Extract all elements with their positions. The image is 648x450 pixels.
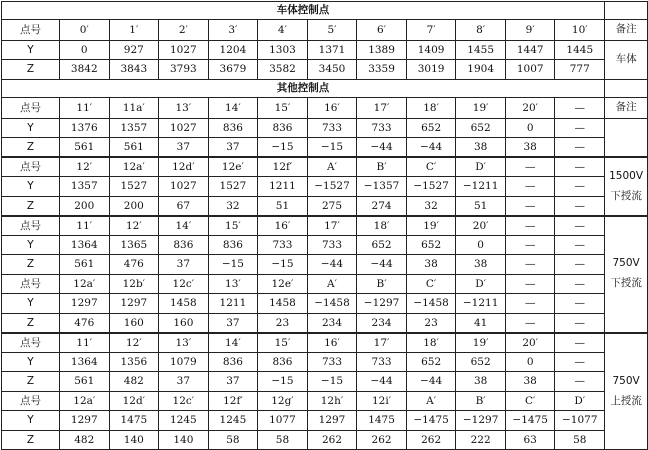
z-row	[2, 372, 648, 392]
point-row-cell: 11′	[60, 216, 110, 236]
z-row	[2, 313, 648, 333]
y-row-cell: 836	[208, 235, 258, 255]
z-row-cell: 200	[60, 196, 110, 216]
y-row-cell: 927	[109, 40, 159, 60]
point-row-cell: 8′	[456, 20, 506, 41]
y-row-cell: 0	[505, 118, 555, 138]
z-row-cell: 23	[406, 313, 456, 333]
z-row-cell: —	[555, 138, 605, 158]
y-row-label: Y	[2, 235, 60, 255]
z-row-cell: 274	[357, 196, 407, 216]
point-row-cell: 20′	[505, 333, 555, 353]
point-row-cell: 12′	[60, 157, 110, 177]
y-row-cell: 733	[258, 235, 308, 255]
y-row-cell: —	[555, 294, 605, 314]
z-row	[2, 255, 648, 275]
z-row-cell: 58	[258, 430, 308, 450]
z-row-cell: 561	[109, 138, 159, 158]
point-row-cell: 16′	[258, 216, 308, 236]
z-row-cell: −44	[357, 372, 407, 392]
z-row-cell: 37	[159, 255, 209, 275]
y-row-label: Y	[2, 118, 60, 138]
z-row-cell: 1007	[505, 60, 555, 80]
y-row-cell: 1389	[357, 40, 407, 60]
y-row-cell: 1475	[109, 411, 159, 431]
z-row-cell: 37	[159, 372, 209, 392]
point-row-cell: 12a′	[60, 391, 110, 411]
point-row-cell: 13′	[159, 97, 209, 118]
point-row-cell: 3′	[208, 20, 258, 41]
y-row-cell: 1211	[208, 294, 258, 314]
point-row-cell: 12′	[109, 333, 159, 353]
y-row-cell: 1027	[159, 177, 209, 197]
point-row-cell: —	[555, 274, 605, 294]
point-row-cell: 17′	[307, 216, 357, 236]
y-row-cell: 733	[307, 235, 357, 255]
z-row-cell: 3450	[307, 60, 357, 80]
point-row-cell: C′	[406, 274, 456, 294]
group-note: 750V 下授流	[605, 216, 648, 333]
z-row-cell: −44	[406, 138, 456, 158]
point-row-cell: 12f′	[258, 157, 308, 177]
z-row	[2, 60, 648, 80]
z-row-label: Z	[2, 372, 60, 392]
point-row-cell: 12g′	[258, 391, 308, 411]
y-row-cell: 1475	[357, 411, 407, 431]
z-row-cell: 67	[159, 196, 209, 216]
y-row-cell: 1245	[208, 411, 258, 431]
point-row-cell: —	[555, 216, 605, 236]
point-row-cell: —	[505, 216, 555, 236]
title-note-blank	[605, 2, 648, 20]
y-row-cell: 1303	[258, 40, 308, 60]
point-row-cell: B′	[456, 391, 506, 411]
y-row-cell: −1297	[456, 411, 506, 431]
point-row-cell: —	[505, 157, 555, 177]
z-row-cell: −15	[208, 255, 258, 275]
point-row-cell: D′	[555, 391, 605, 411]
z-row-cell: 262	[307, 430, 357, 450]
z-row-cell: 32	[208, 196, 258, 216]
point-row-label: 点号	[2, 216, 60, 236]
point-row-cell: 11′	[60, 333, 110, 353]
point-row-cell: 15′	[258, 333, 308, 353]
z-row-cell: —	[505, 313, 555, 333]
y-row-cell: 836	[258, 352, 308, 372]
z-row-cell: 561	[60, 372, 110, 392]
y-row-cell: 1445	[555, 40, 605, 60]
y-row-cell: —	[555, 235, 605, 255]
y-row-cell: 1297	[109, 294, 159, 314]
point-row-cell: 10′	[555, 20, 605, 41]
point-row-cell: 15′	[208, 216, 258, 236]
section-title-other-row	[2, 79, 648, 97]
point-row-cell: 12d′	[159, 157, 209, 177]
z-row-cell: —	[555, 196, 605, 216]
z-row-cell: −44	[357, 138, 407, 158]
y-row-cell: 1357	[109, 118, 159, 138]
note-body: 车体	[605, 40, 648, 79]
point-row	[2, 274, 648, 294]
point-row-cell: 12b′	[109, 274, 159, 294]
z-row-cell: 38	[456, 255, 506, 275]
point-row-cell: D′	[456, 157, 506, 177]
y-row-cell: 1376	[60, 118, 110, 138]
z-row-label: Z	[2, 196, 60, 216]
z-row-cell: 58	[555, 430, 605, 450]
point-row-cell: 5′	[307, 20, 357, 41]
y-row-cell: −1077	[555, 411, 605, 431]
z-row-cell: 3843	[109, 60, 159, 80]
y-row-cell: 652	[406, 235, 456, 255]
point-row-label: 点号	[2, 274, 60, 294]
z-row-label: Z	[2, 313, 60, 333]
z-row-cell: 37	[159, 138, 209, 158]
y-row-cell: 1204	[208, 40, 258, 60]
z-row-cell: 41	[456, 313, 506, 333]
y-row-cell: 1211	[258, 177, 308, 197]
y-row-cell: 652	[456, 352, 506, 372]
z-row-cell: 3019	[406, 60, 456, 80]
y-row-label: Y	[2, 40, 60, 60]
y-row-cell: 1409	[406, 40, 456, 60]
y-row-cell: −1475	[505, 411, 555, 431]
y-row-cell: −1527	[406, 177, 456, 197]
y-row-cell: 1079	[159, 352, 209, 372]
point-row-cell: 18′	[406, 333, 456, 353]
z-row-cell: 38	[406, 255, 456, 275]
note-header: 备注	[605, 97, 648, 118]
z-row	[2, 196, 648, 216]
y-row-label: Y	[2, 177, 60, 197]
y-row	[2, 177, 648, 197]
point-row-cell: 13′	[159, 333, 209, 353]
point-row-cell: 12a′	[109, 157, 159, 177]
y-row-cell: −1458	[307, 294, 357, 314]
point-row-cell: 18′	[406, 97, 456, 118]
point-row-cell: C′	[505, 391, 555, 411]
y-row-label: Y	[2, 411, 60, 431]
point-row-cell: 14′	[208, 333, 258, 353]
point-row	[2, 391, 648, 411]
z-row-cell: 482	[109, 372, 159, 392]
point-row-cell: —	[555, 97, 605, 118]
y-row	[2, 411, 648, 431]
z-row-cell: 275	[307, 196, 357, 216]
point-row-cell: 7′	[406, 20, 456, 41]
z-row-cell: —	[505, 196, 555, 216]
y-row-cell: 836	[208, 118, 258, 138]
point-row-cell: 12d′	[109, 391, 159, 411]
group-note: 1500V 下授流	[605, 157, 648, 216]
y-row-cell: 1364	[60, 235, 110, 255]
point-row-cell: 12e′	[258, 274, 308, 294]
z-row	[2, 430, 648, 450]
point-row-label: 点号	[2, 97, 60, 118]
y-row-cell: 733	[307, 352, 357, 372]
point-row-label: 点号	[2, 391, 60, 411]
point-row-cell: 16′	[307, 97, 357, 118]
point-row-cell: 20′	[505, 97, 555, 118]
point-row-cell: 19′	[406, 216, 456, 236]
section-title-other: 其他控制点	[2, 79, 605, 97]
point-row-cell: 2′	[159, 20, 209, 41]
point-row-cell: 12h′	[307, 391, 357, 411]
y-row	[2, 294, 648, 314]
z-row-cell: 262	[406, 430, 456, 450]
y-row	[2, 235, 648, 255]
point-row-cell: 20′	[456, 216, 506, 236]
z-row-label: Z	[2, 430, 60, 450]
point-row-label: 点号	[2, 20, 60, 41]
point-row	[2, 216, 648, 236]
point-row-cell: —	[555, 333, 605, 353]
y-row-cell: 1527	[109, 177, 159, 197]
y-row-cell: 1527	[208, 177, 258, 197]
point-row-cell: 19′	[456, 333, 506, 353]
y-row-cell: 1458	[159, 294, 209, 314]
point-row	[2, 20, 648, 41]
z-row-cell: 222	[456, 430, 506, 450]
point-row	[2, 97, 648, 118]
section-title-body: 车体控制点	[2, 2, 605, 20]
z-row-cell: 38	[456, 372, 506, 392]
z-row-cell: —	[505, 255, 555, 275]
point-row-cell: 6′	[357, 20, 407, 41]
note-header: 备注	[605, 20, 648, 41]
point-row-cell: A′	[307, 274, 357, 294]
z-row-cell: −15	[258, 255, 308, 275]
y-row-cell: 0	[60, 40, 110, 60]
z-row-label: Z	[2, 138, 60, 158]
point-row-cell: 12i′	[357, 391, 407, 411]
group-note: 750V 上授流	[605, 333, 648, 450]
z-row-cell: 777	[555, 60, 605, 80]
y-row-cell: 1245	[159, 411, 209, 431]
point-row-cell: —	[505, 274, 555, 294]
point-row-cell: 9′	[505, 20, 555, 41]
point-row-cell: 0′	[60, 20, 110, 41]
z-row-cell: 38	[505, 138, 555, 158]
y-row-cell: 1356	[109, 352, 159, 372]
z-row-cell: −15	[307, 138, 357, 158]
z-row-cell: 234	[357, 313, 407, 333]
y-row	[2, 118, 648, 138]
z-row-cell: 234	[307, 313, 357, 333]
z-row-cell: 51	[456, 196, 506, 216]
y-row-cell: 836	[208, 352, 258, 372]
point-row-cell: 14′	[208, 97, 258, 118]
z-row-cell: 63	[505, 430, 555, 450]
y-row-cell: −1357	[357, 177, 407, 197]
z-row-cell: 200	[109, 196, 159, 216]
y-row-cell: 0	[456, 235, 506, 255]
point-row-label: 点号	[2, 333, 60, 353]
y-row-cell: 733	[357, 118, 407, 138]
z-row-cell: 38	[505, 372, 555, 392]
z-row-cell: 3679	[208, 60, 258, 80]
z-row-cell: −15	[258, 138, 308, 158]
y-row-cell: 836	[258, 118, 308, 138]
y-row-cell: 1027	[159, 40, 209, 60]
point-row-cell: 17′	[357, 97, 407, 118]
point-row-cell: 11′	[60, 97, 110, 118]
point-row-cell: 14′	[159, 216, 209, 236]
z-row-cell: 1904	[456, 60, 506, 80]
z-row-cell: 37	[208, 138, 258, 158]
y-row-cell: 1297	[60, 411, 110, 431]
y-row-cell: −1297	[357, 294, 407, 314]
z-row-cell: 476	[109, 255, 159, 275]
y-row-cell: —	[505, 235, 555, 255]
y-row-label: Y	[2, 294, 60, 314]
z-row-cell: −15	[307, 372, 357, 392]
z-row-label: Z	[2, 255, 60, 275]
z-row-cell: −44	[406, 372, 456, 392]
z-row-cell: 3359	[357, 60, 407, 80]
y-row-cell: —	[555, 118, 605, 138]
z-row-cell: 160	[159, 313, 209, 333]
z-row-cell: 37	[208, 313, 258, 333]
title-note-blank	[605, 79, 648, 97]
y-row-cell: −1211	[456, 177, 506, 197]
z-row-cell: −15	[258, 372, 308, 392]
y-row-cell: 1365	[109, 235, 159, 255]
point-row-cell: 18′	[357, 216, 407, 236]
z-row-cell: 38	[456, 138, 506, 158]
y-row-cell: 1027	[159, 118, 209, 138]
point-row-cell: 13′	[208, 274, 258, 294]
z-row-cell: —	[555, 313, 605, 333]
z-row-cell: 23	[258, 313, 308, 333]
y-row-cell: −1527	[307, 177, 357, 197]
y-row-cell: −1458	[406, 294, 456, 314]
y-row	[2, 352, 648, 372]
z-row-cell: 561	[60, 255, 110, 275]
y-row-cell: −1475	[406, 411, 456, 431]
y-row-cell: 0	[505, 352, 555, 372]
z-row-cell: 32	[406, 196, 456, 216]
z-row-cell: 58	[208, 430, 258, 450]
z-row-cell: 3582	[258, 60, 308, 80]
point-row-label: 点号	[2, 157, 60, 177]
z-row-cell: −44	[307, 255, 357, 275]
y-row-cell: 1297	[307, 411, 357, 431]
y-row-cell: 733	[357, 352, 407, 372]
z-row-cell: 160	[109, 313, 159, 333]
point-row-cell: 11a′	[109, 97, 159, 118]
y-row-cell: 1297	[60, 294, 110, 314]
point-row-cell: 12a′	[60, 274, 110, 294]
y-row-cell: 652	[406, 352, 456, 372]
y-row-cell: 1371	[307, 40, 357, 60]
point-row-cell: B′	[357, 157, 407, 177]
point-row	[2, 157, 648, 177]
y-row	[2, 40, 648, 60]
z-row-cell: 3842	[60, 60, 110, 80]
point-row-cell: 15′	[258, 97, 308, 118]
group-note	[605, 118, 648, 157]
z-row-cell: 262	[357, 430, 407, 450]
y-row-cell: 733	[307, 118, 357, 138]
point-row-cell: 12c′	[159, 391, 209, 411]
table-body	[2, 2, 648, 450]
y-row-cell: 1455	[456, 40, 506, 60]
y-row-label: Y	[2, 352, 60, 372]
point-row-cell: A′	[307, 157, 357, 177]
z-row	[2, 138, 648, 158]
z-row-cell: 3793	[159, 60, 209, 80]
point-row-cell: 4′	[258, 20, 308, 41]
point-row-cell: C′	[406, 157, 456, 177]
point-row-cell: A′	[406, 391, 456, 411]
point-row-cell: 12f′	[208, 391, 258, 411]
y-row-cell: 1447	[505, 40, 555, 60]
y-row-cell: 1458	[258, 294, 308, 314]
y-row-cell: 836	[159, 235, 209, 255]
point-row-cell: 17′	[357, 333, 407, 353]
y-row-cell: 652	[357, 235, 407, 255]
z-row-cell: 37	[208, 372, 258, 392]
z-row-cell: —	[555, 255, 605, 275]
y-row-cell: 1077	[258, 411, 308, 431]
z-row-cell: 476	[60, 313, 110, 333]
point-row-cell: 12c′	[159, 274, 209, 294]
z-row-cell: −44	[357, 255, 407, 275]
y-row-cell: 652	[456, 118, 506, 138]
point-row-cell: 12′	[109, 216, 159, 236]
z-row-cell: 140	[159, 430, 209, 450]
point-row-cell: 19′	[456, 97, 506, 118]
y-row-cell: —	[505, 294, 555, 314]
point-row-cell: —	[555, 157, 605, 177]
section-title-body-row	[2, 2, 648, 20]
point-row-cell: B′	[357, 274, 407, 294]
point-row-cell: D′	[456, 274, 506, 294]
y-row-cell: 1357	[60, 177, 110, 197]
y-row-cell: —	[555, 352, 605, 372]
point-row-cell: 16′	[307, 333, 357, 353]
y-row-cell: 1364	[60, 352, 110, 372]
z-row-cell: 561	[60, 138, 110, 158]
y-row-cell: 652	[406, 118, 456, 138]
z-row-label: Z	[2, 60, 60, 80]
y-row-cell: —	[505, 177, 555, 197]
y-row-cell: −1211	[456, 294, 506, 314]
point-row-cell: 1′	[109, 20, 159, 41]
point-row	[2, 333, 648, 353]
z-row-cell: 51	[258, 196, 308, 216]
y-row-cell: —	[555, 177, 605, 197]
control-points-table	[1, 1, 648, 450]
z-row-cell: 482	[60, 430, 110, 450]
z-row-cell: 140	[109, 430, 159, 450]
point-row-cell: 12e′	[208, 157, 258, 177]
z-row-cell: —	[555, 372, 605, 392]
